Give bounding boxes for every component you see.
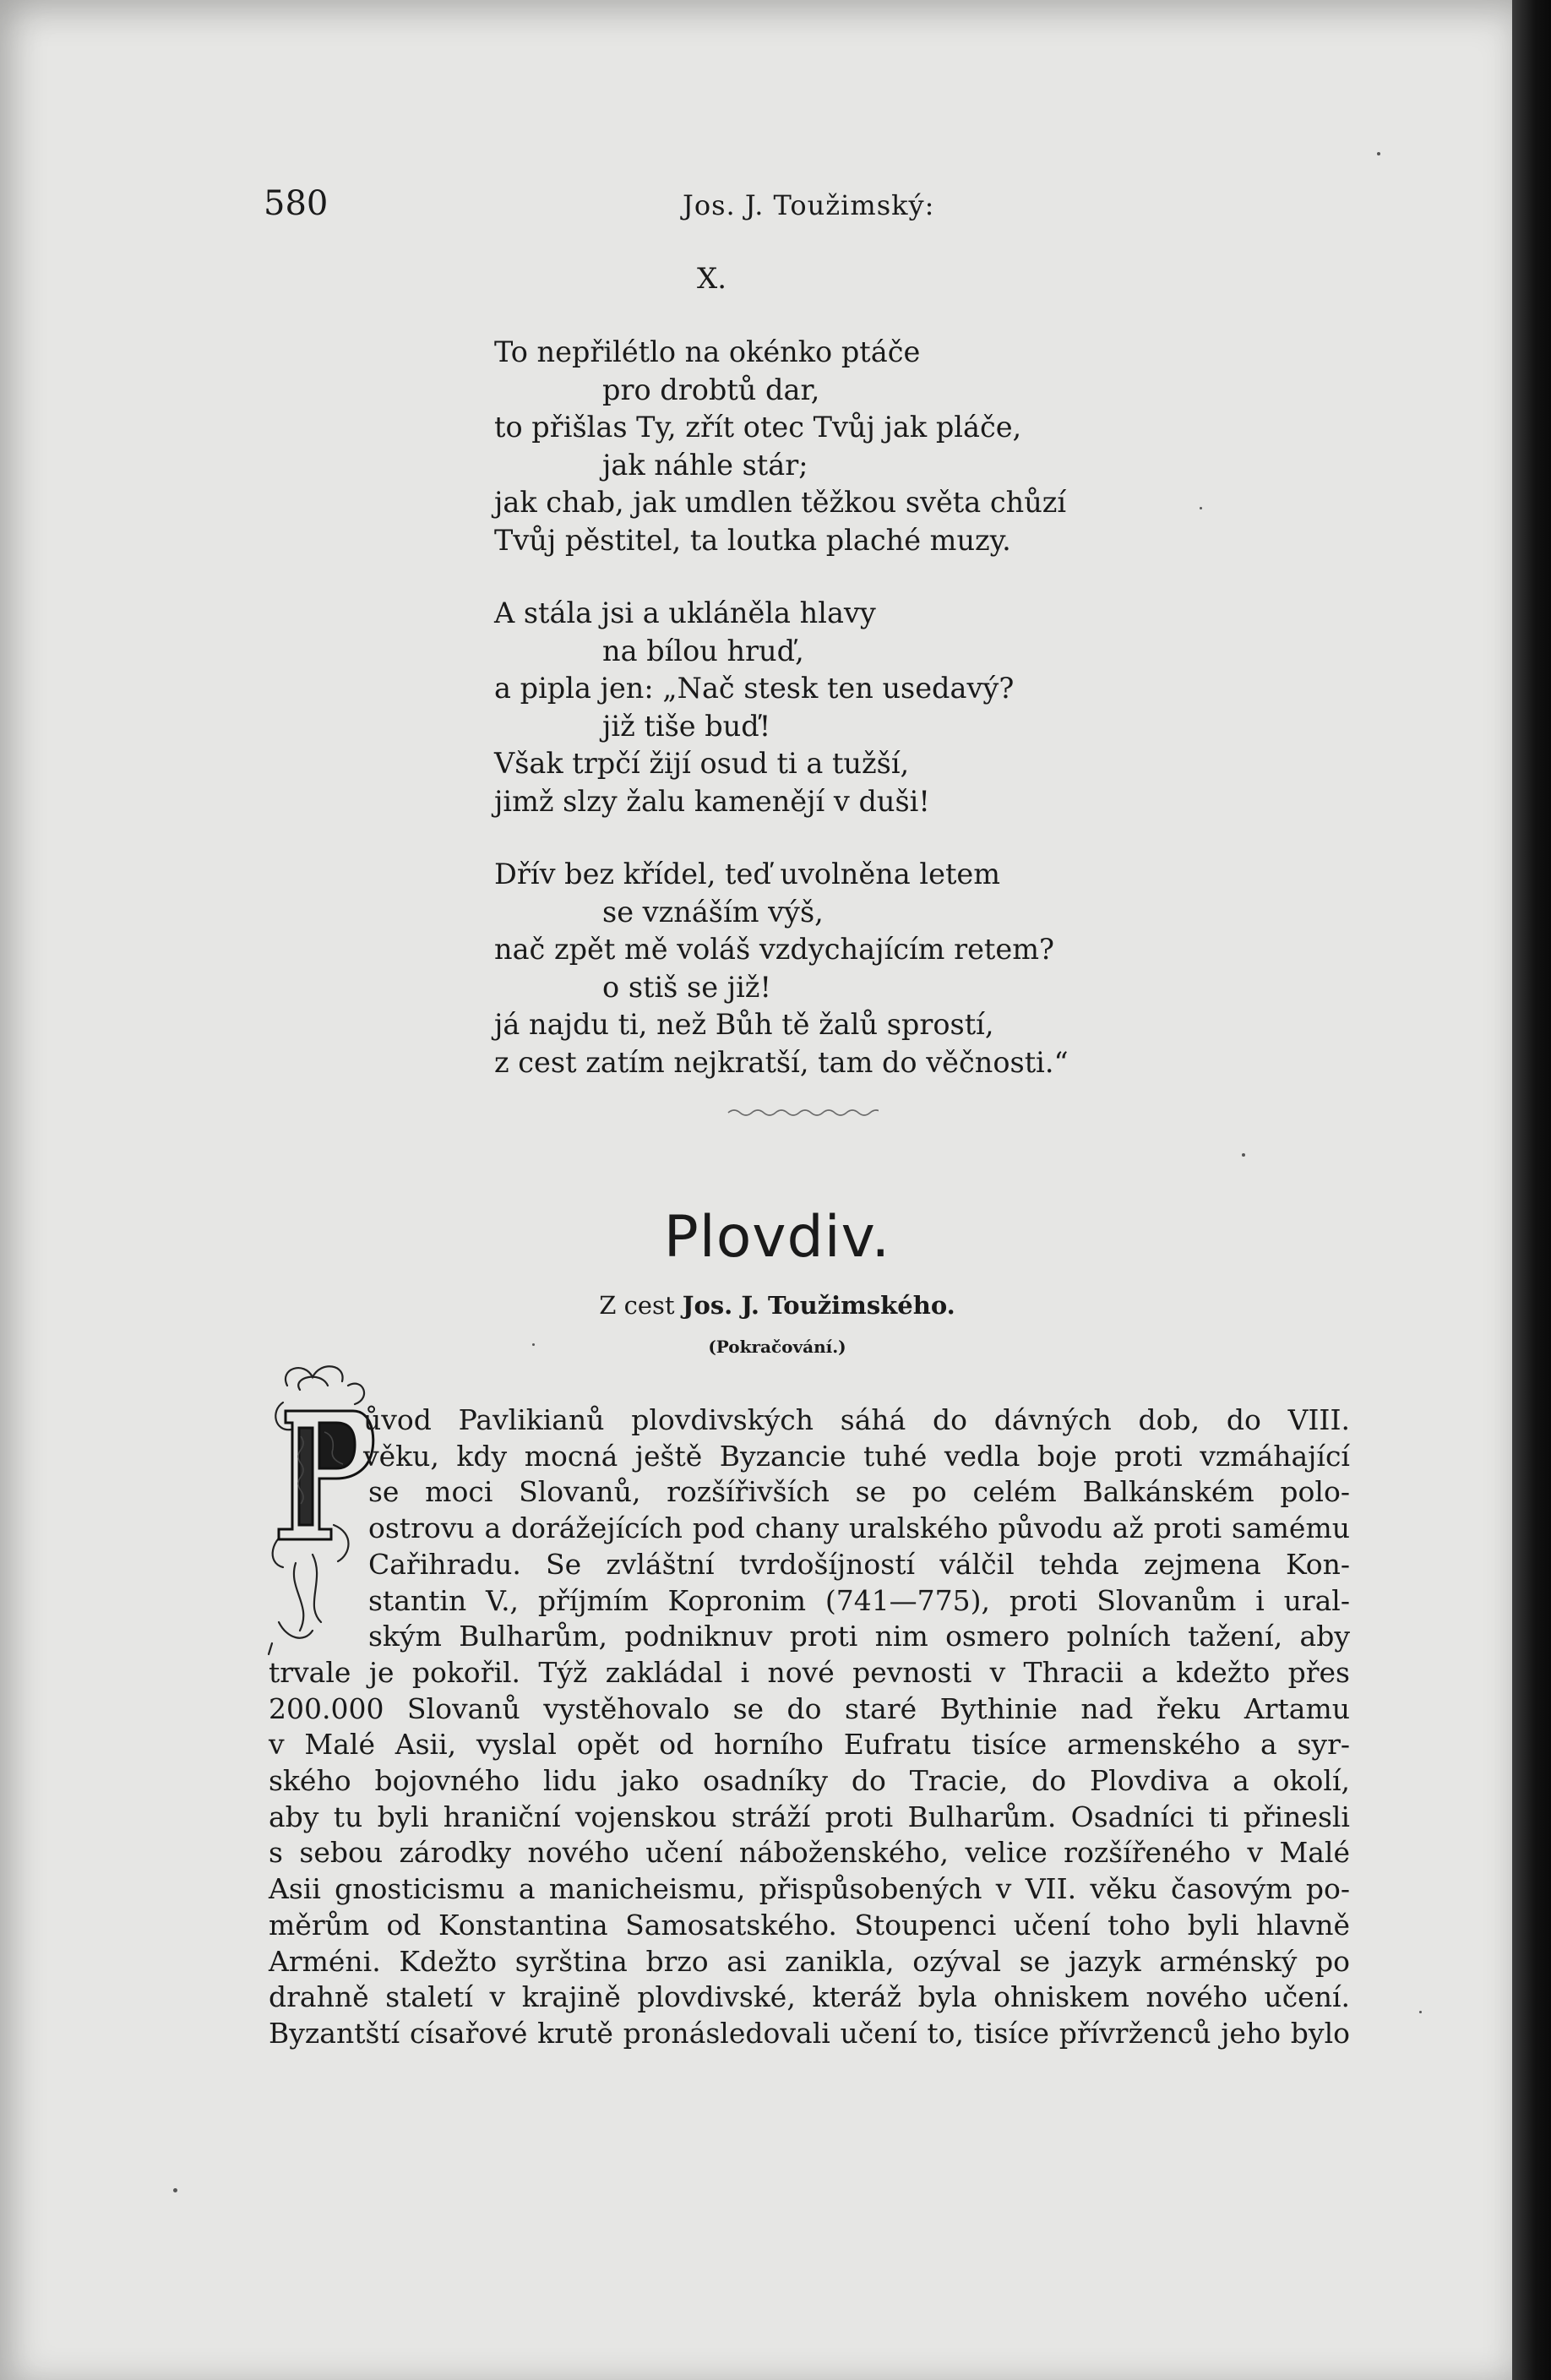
scan-dark-edge (1512, 0, 1551, 2380)
byline-prefix: Z cest (599, 1291, 675, 1320)
poem-section-number: X. (697, 262, 727, 296)
body-line: Byzantští císařové krutě pronásledovali učení to, tisíce přívrženců jeho bylo (269, 2016, 1350, 2050)
poem-line: a pipla jen: „Nač stesk ten usedavý? (494, 672, 1015, 705)
body-line: ského bojovného lidu jako osadníky do Tracie, do Plovdiva a okolí, (269, 1764, 1350, 1798)
body-line: drahně staletí v krajině plovdivské, kteráž byla ohniskem nového učení. (269, 1980, 1350, 2014)
body-line: Arméni. Kdežto syrština brzo asi zanikla, ozýval se jazyk arménský po (269, 1944, 1350, 1978)
poem-stanza (494, 595, 1170, 820)
poem-line: A stála jsi a ukláněla hlavy (494, 596, 876, 629)
body-line: s sebou zárodky nového učení náboženského, velice rozšířeného v Malé (269, 1836, 1350, 1870)
poem-line: Tvůj pěstitel, ta loutka plaché muzy. (494, 523, 1011, 557)
poem-stanza (494, 334, 1170, 559)
body-line: ským Bulharům, podniknuv proti nim osmero polních tažení, aby (368, 1620, 1350, 1653)
poem-line: jak chab, jak umdlen těžkou světa chůzí (494, 486, 1067, 519)
poem-line: já najdu ti, než Bůh tě žalů sprostí, (494, 1008, 994, 1041)
byline-author: Jos. J. Toužimského. (682, 1291, 955, 1320)
body-line: ostrovu a dorážejících pod chany uralského původu až proti samému (368, 1511, 1350, 1545)
article-byline (0, 1291, 1512, 1320)
article-title: Plovdiv. (663, 1204, 891, 1271)
running-head: Jos. J. Toužimský: (683, 189, 935, 221)
continued-note: (Pokračování.) (708, 1337, 846, 1357)
page-number: 580 (264, 184, 329, 223)
poem-line: o stiš se již! (602, 970, 771, 1004)
poem (494, 334, 1170, 1117)
article-body (269, 1402, 1350, 2052)
poem-line: pro drobtů dar, (602, 373, 820, 406)
body-line: Asii gnosticismu a manicheismu, přispůsobených v VII. věku časovým po- (269, 1872, 1350, 1906)
body-line: aby tu byli hraniční vojenskou stráží proti Bulharům. Osadníci ti přinesli (269, 1800, 1350, 1833)
body-line: Cařihradu. Se zvláštní tvrdošíjností válčil tehda zejmena Kon- (368, 1547, 1350, 1581)
poem-line: z cest zatím nejkratší, tam do věčnosti.“ (494, 1045, 1069, 1079)
poem-line: se vznáším výš, (602, 895, 824, 929)
body-line: věku, kdy mocná ještě Byzancie tuhé vedla boje proti vzmáhající (363, 1439, 1350, 1473)
poem-line: jak náhle stár; (602, 448, 808, 482)
body-line: se moci Slovanů, rozšířivších se po celém Balkánském polo- (368, 1475, 1350, 1509)
poem-line: Však trpčí žijí osud ti a tužší, (494, 747, 910, 780)
poem-stanza (494, 856, 1170, 1081)
body-line: stantin V., příjmím Kopronim (741—775), proti Slovanům i ural- (368, 1583, 1350, 1617)
body-line: měrům od Konstantina Samosatského. Stoupenci učení toho byli hlavně (269, 1908, 1350, 1942)
body-line: 200.000 Slovanů vystěhovalo se do staré Bythinie nad řeku Artamu (269, 1691, 1350, 1725)
poem-line: To nepřilétlo na okénko ptáče (494, 335, 921, 368)
body-line: ůvod Pavlikianů plovdivských sáhá do dávných dob, do VIII. (363, 1403, 1350, 1436)
poem-line: na bílou hruď, (602, 634, 804, 667)
poem-line: jimž slzy žalu kamenějí v duši! (494, 784, 930, 818)
poem-line: nač zpět mě voláš vzdychajícím retem? (494, 933, 1054, 966)
body-line: trvale je pokořil. Týž zakládal i nové pevnosti v Thracii a kdežto přes (269, 1655, 1350, 1689)
page-header (0, 184, 1512, 226)
poem-line: Dřív bez křídel, teď uvolněna letem (494, 858, 1000, 890)
ornamental-rule (727, 1107, 879, 1119)
poem-line: to přišlas Ty, zřít otec Tvůj jak pláče, (494, 411, 1022, 444)
body-line: v Malé Asii, vyslal opět od horního Eufratu tisíce armenského a syr- (269, 1728, 1350, 1762)
poem-line: již tiše buď! (602, 709, 771, 743)
